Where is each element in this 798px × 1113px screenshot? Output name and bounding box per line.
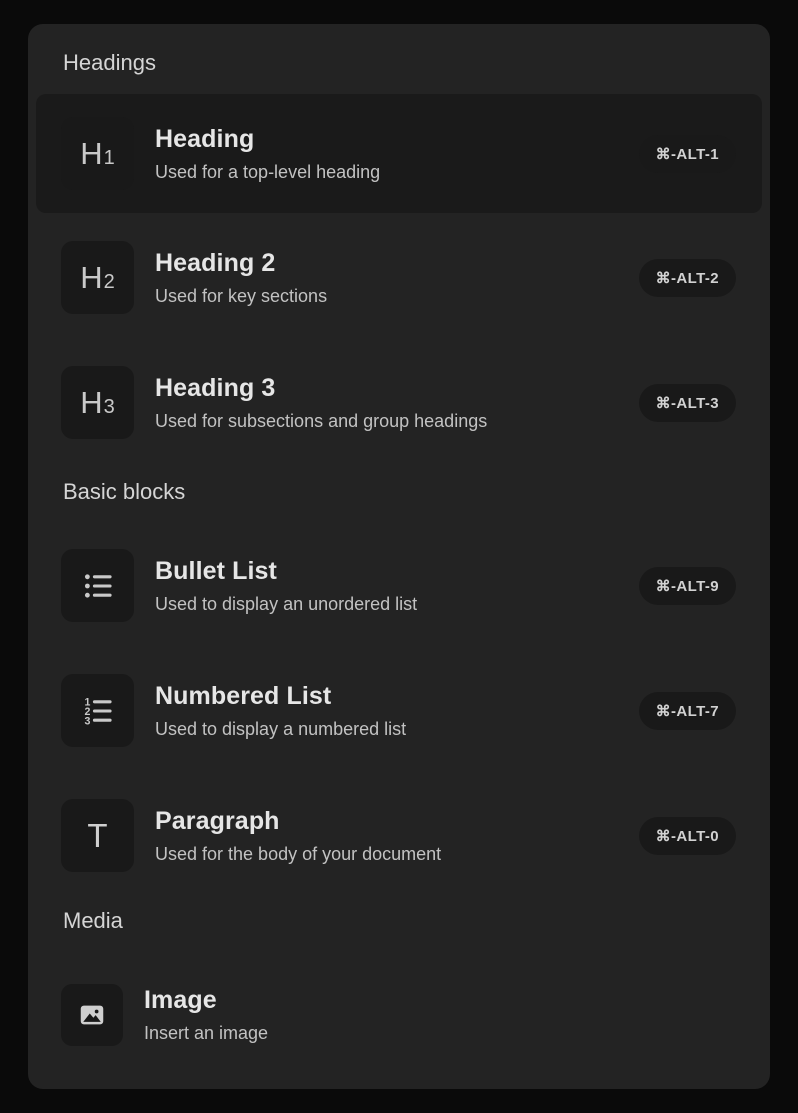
block-insert-menu bbox=[28, 24, 770, 1089]
menu-item-image[interactable] bbox=[36, 984, 762, 1046]
menu-item-description: Used to display a numbered list bbox=[155, 718, 407, 739]
shortcut-badge: ⌘-ALT-9 bbox=[639, 567, 736, 605]
menu-item-title: Numbered List bbox=[155, 681, 332, 710]
svg-text:3: 3 bbox=[84, 715, 90, 728]
shortcut-badge: ⌘-ALT-7 bbox=[639, 692, 736, 730]
menu-item-title: Image bbox=[144, 986, 217, 1014]
menu-item-title: Heading 2 bbox=[155, 248, 276, 277]
menu-item-title: Heading bbox=[155, 124, 255, 153]
menu-item-texts bbox=[155, 373, 487, 433]
shortcut-badge: ⌘-ALT-0 bbox=[639, 817, 736, 855]
menu-item-paragraph[interactable] bbox=[36, 799, 762, 872]
section-label-media: Media bbox=[63, 908, 123, 933]
section-label-headings: Headings bbox=[63, 50, 156, 75]
menu-item-heading-2[interactable] bbox=[36, 241, 762, 314]
menu-item-texts bbox=[155, 681, 406, 741]
shortcut-badge: ⌘-ALT-2 bbox=[639, 259, 736, 297]
menu-item-numbered-list[interactable] bbox=[36, 674, 762, 747]
menu-item-texts bbox=[155, 248, 327, 308]
menu-item-title: Heading 3 bbox=[155, 373, 276, 402]
menu-item-title: Paragraph bbox=[155, 806, 280, 835]
menu-item-heading-3[interactable] bbox=[36, 366, 762, 439]
menu-item-description: Used for the body of your document bbox=[155, 843, 442, 864]
paragraph-icon: T bbox=[61, 799, 134, 872]
menu-item-texts bbox=[155, 556, 417, 616]
numbered-list-icon bbox=[61, 674, 134, 747]
menu-item-heading-1[interactable] bbox=[36, 94, 762, 213]
heading-3-icon: H 3 bbox=[61, 366, 134, 439]
section-label-basic-blocks: Basic blocks bbox=[63, 479, 186, 504]
svg-text:2: 2 bbox=[84, 705, 90, 718]
image-icon bbox=[61, 984, 123, 1046]
shortcut-badge: ⌘-ALT-3 bbox=[639, 384, 736, 422]
menu-item-texts bbox=[144, 985, 268, 1045]
svg-text:1: 1 bbox=[84, 696, 90, 709]
shortcut-badge: ⌘-ALT-1 bbox=[639, 135, 736, 173]
menu-item-description: Used for key sections bbox=[155, 285, 328, 306]
heading-1-icon: H 1 bbox=[61, 117, 134, 190]
menu-item-bullet-list[interactable] bbox=[36, 549, 762, 622]
menu-item-description: Used for subsections and group headings bbox=[155, 410, 488, 431]
menu-item-description: Insert an image bbox=[144, 1023, 269, 1043]
heading-2-icon: H 2 bbox=[61, 241, 134, 314]
menu-item-texts bbox=[155, 806, 441, 866]
menu-item-description: Used to display an unordered list bbox=[155, 593, 418, 614]
menu-item-description: Used for a top-level heading bbox=[155, 161, 381, 182]
menu-item-texts bbox=[155, 124, 380, 184]
menu-item-title: Bullet List bbox=[155, 556, 277, 585]
bullet-list-icon bbox=[61, 549, 134, 622]
